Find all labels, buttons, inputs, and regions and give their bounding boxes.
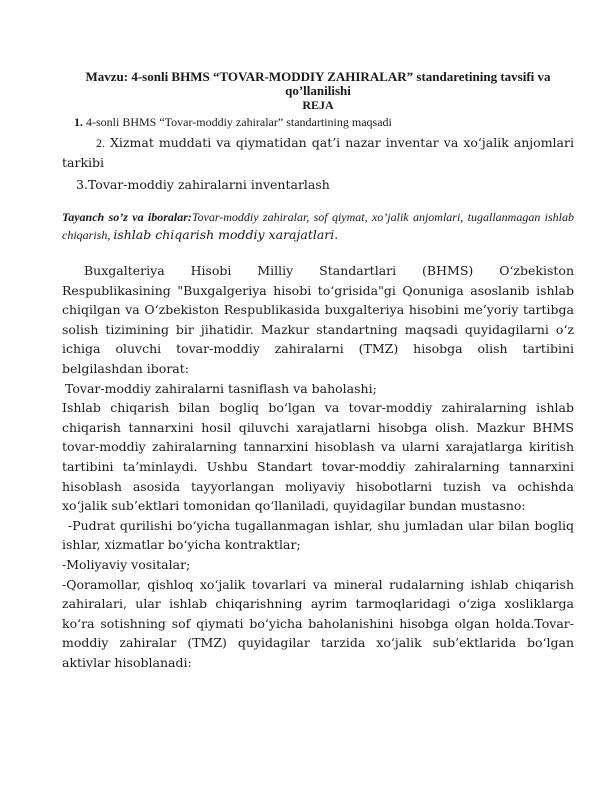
- paragraph-classification: Tovar-moddiy zahiralarni tasniflash va baholashi;: [65, 380, 377, 396]
- plan-heading: REJA: [302, 98, 334, 112]
- document-content: [62, 70, 574, 672]
- paragraph-intro: Buxgalteriya Hisobi Milliy Standartlari (BHMS) O‘zbekiston Respublikasining "Buxgalgeriya hisobi to‘grisida"gi Qonuniga asoslanib ishlab chiqilgan va O‘zbekiston Respublikasida buxgalteriya hisobini me’yoriy tartibga solish tizimining bir jihatidir. Mazkur standartning maqsadi quyidagilarni o‘z ichiga oluvchi tovar-moddiy zahiralarni (TMZ) hisobga olish tartibini belgilashdan iborat:: [62, 263, 574, 376]
- plan-item-1: [62, 115, 574, 130]
- keywords-tail: ishlab chiqarish moddiy xarajatlari.: [113, 227, 339, 242]
- paragraph-exception-livestock: -Qoramollar, qishloq xo‘jalik tovarlari va mineral rudalarning ishlab chiqarish zahiralari, ular ishlab chiqarishning ayrim tarmoqlaridagi o‘ziga xosliklarga ko‘ra sotishning sof qiymati bo‘yicha baholanishini hisobga olgan holda.Tovar-moddiy zahiralar (TMZ) quyidagilar tarzida xo‘jalik sub’ektlarida bo‘lgan aktivlar hisoblanadi:: [62, 576, 574, 670]
- plan-item-3: 3.Tovar-moddiy zahiralarni inventarlash: [76, 177, 330, 192]
- keywords-line: [62, 209, 574, 244]
- keywords-text: Tovar-moddiy zahiralar, sof qiymat, xo’jalik anjomlari, tugallanmagan ishlab chiqarish,: [62, 210, 574, 242]
- plan-item-2-number: 2.: [96, 136, 105, 150]
- paragraph-production-costs: Ishlab chiqarish bilan bogliq bo‘lgan va tovar-moddiy zahiralarning ishlab chiqarish tannarxini hosil qiluvchi xarajatlarni hisobga olish. Mazkur BHMS tovar-moddiy zahiralarning tannarxini hisoblash va ularni xarajatlarga kiritish tartibini ta’minlaydi. Ushbu Standart tovar-moddiy zahiralarning tannarxini hisoblash asosida tayyorlangan moliyaviy hisobotlarni tuzish va ochishda xo‘jalik sub’ektlari tomonidan qo‘llaniladi, quyidagilar bundan mustasno:: [62, 400, 574, 514]
- plan-item-1-text: 4-sonli BHMS “Tovar-moddiy zahiralar” standartining maqsadi: [86, 115, 392, 129]
- plan-item-2-text: Xizmat muddati va qiymatidan qat’i nazar inventar va xo‘jalik anjomlari tarkibi: [62, 135, 574, 170]
- plan-item-1-number: 1.: [74, 115, 83, 129]
- plan-item-2: [62, 133, 574, 173]
- paragraph-exception-construction: -Pudrat qurilishi bo‘yicha tugallanmagan ishlar, shu jumladan ular bilan bogliq ishlar, xizmatlar bo‘yicha kontraktlar;: [62, 517, 574, 553]
- paragraph-exception-financial: -Moliyaviy vositalar;: [62, 556, 191, 572]
- document-title: Mavzu: 4-sonli BHMS “TOVAR-MODDIY ZAHIRALAR” standaretining tavsifi va qo’llanilishi: [85, 69, 551, 98]
- keywords-label: Tayanch so’z va iboralar:: [62, 210, 192, 224]
